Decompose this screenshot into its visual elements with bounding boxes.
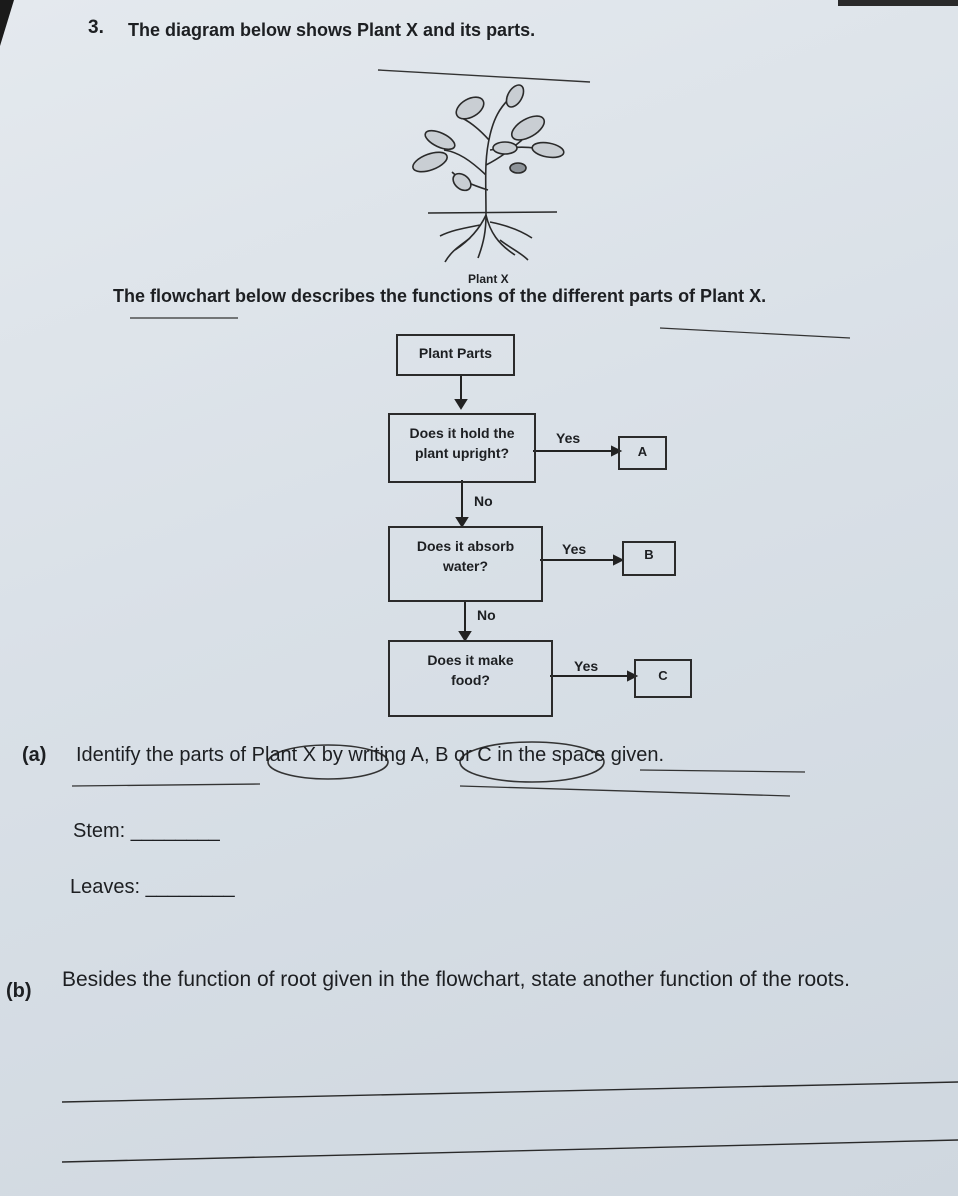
no-label-2: No (477, 607, 496, 623)
yes-label-2: Yes (562, 541, 587, 557)
part-b-label: (b) (6, 980, 32, 1002)
plant-x-illustration (410, 82, 565, 262)
part-a-label: (a) (22, 744, 47, 766)
stem-answer-field[interactable]: Stem: ________ (73, 820, 220, 842)
flowchart-question-2: Does it absorb water? (416, 538, 515, 574)
answer-line (62, 1082, 958, 1102)
handwritten-underline (378, 70, 590, 82)
answer-line (62, 1140, 958, 1162)
handwritten-underline (72, 784, 260, 786)
output-label-b: B (644, 547, 654, 562)
handwritten-underline (640, 770, 805, 772)
flowchart-start-text: Plant Parts (418, 345, 493, 361)
plant-label: Plant X (468, 272, 509, 286)
output-label-c: C (658, 668, 668, 683)
flowchart-question-1: Does it hold the plant upright? (409, 425, 515, 461)
question-intro: The diagram below shows Plant X and its parts. (128, 20, 536, 40)
leaves-answer-field[interactable]: Leaves: ________ (70, 876, 235, 898)
flowchart-question-3: Does it make food? (427, 652, 514, 688)
question-number: 3. (88, 17, 104, 38)
yes-label-1: Yes (556, 430, 581, 446)
handwritten-underline (660, 328, 850, 338)
handwritten-underline (460, 786, 790, 796)
yes-label-3: Yes (574, 658, 599, 674)
no-label-1: No (474, 493, 493, 509)
output-label-a: A (637, 444, 648, 459)
part-a-text: Identify the parts of Plant X by writing A, B or C in the space given. (76, 744, 665, 766)
flowchart-intro: The flowchart below describes the functions of the different parts of Plant X. (113, 286, 767, 306)
part-b-text: Besides the function of root given in the flowchart, state another function of the roots. (62, 968, 850, 991)
